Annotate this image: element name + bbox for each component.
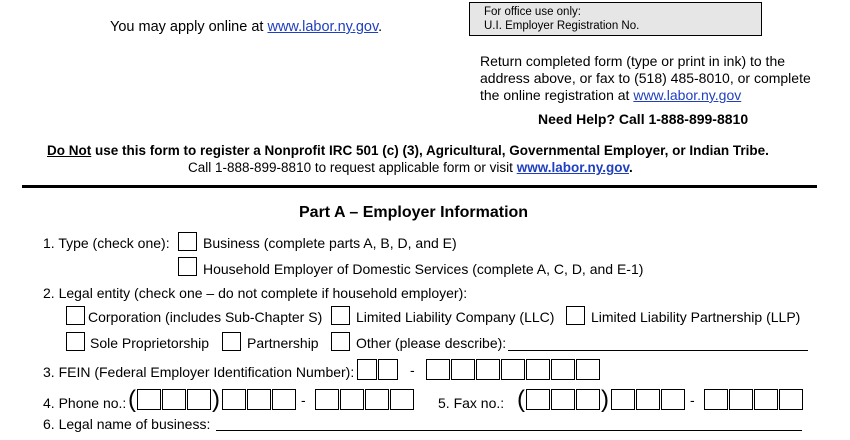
- phone-digit[interactable]: [222, 389, 246, 410]
- q1-business-checkbox[interactable]: [178, 232, 197, 251]
- q2-label: 2. Legal entity (check one – do not complete if household employer):: [43, 285, 468, 301]
- q2-corporation-checkbox[interactable]: [66, 306, 85, 325]
- phone-digit[interactable]: [247, 389, 271, 410]
- return-line-3: [480, 87, 741, 103]
- q1-label: 1. Type (check one):: [43, 235, 170, 251]
- phone-close-paren: ): [212, 386, 220, 413]
- q1-household-checkbox[interactable]: [178, 257, 197, 276]
- fein-digit[interactable]: [551, 359, 575, 380]
- q2-llc-label: Limited Liability Company (LLC): [356, 309, 555, 325]
- notice-line-1-rest: use this form to register a Nonprofit IRC 501 (c) (3), Agricultural, Governmental Employer, or Indian Tribe.: [91, 143, 769, 158]
- phone-digit[interactable]: [365, 389, 389, 410]
- fax-dash: -: [690, 392, 695, 408]
- fax-close-paren: ): [601, 386, 609, 413]
- office-use-box: [469, 2, 762, 36]
- fax-exchange-boxes[interactable]: [611, 389, 686, 410]
- fein-digit[interactable]: [378, 359, 398, 380]
- office-use-title: For office use only:: [484, 6, 581, 18]
- notice-line-2: [188, 160, 633, 175]
- part-a-title: Part A – Employer Information: [299, 204, 529, 221]
- q2-llc-checkbox[interactable]: [331, 306, 350, 325]
- notice-line-2-suffix: .: [628, 160, 633, 175]
- fein-digit[interactable]: [526, 359, 550, 380]
- fax-digit[interactable]: [636, 389, 660, 410]
- apply-suffix: .: [378, 19, 383, 35]
- phone-open-paren: (: [128, 386, 136, 413]
- fein-dash: -: [410, 362, 415, 378]
- office-use-subtitle: U.I. Employer Registration No.: [484, 20, 640, 32]
- q1-business-label: Business (complete parts A, B, D, and E): [203, 235, 457, 251]
- q2-other-checkbox[interactable]: [331, 332, 350, 351]
- q2-sole-label: Sole Proprietorship: [90, 335, 210, 351]
- fein-digit[interactable]: [501, 359, 525, 380]
- fein-digit[interactable]: [476, 359, 500, 380]
- fax-digit[interactable]: [551, 389, 575, 410]
- phone-digit[interactable]: [137, 389, 161, 410]
- fein-prefix-boxes[interactable]: [357, 359, 399, 380]
- section-divider: [22, 185, 817, 188]
- fax-digit[interactable]: [754, 389, 778, 410]
- q3-label: 3. FEIN (Federal Employer Identification Number):: [43, 364, 355, 380]
- phone-digit[interactable]: [272, 389, 296, 410]
- notice-link[interactable]: www.labor.ny.gov: [516, 160, 629, 175]
- q2-other-label: Other (please describe):: [356, 335, 507, 351]
- apply-online-text: [110, 19, 382, 35]
- phone-digit[interactable]: [390, 389, 414, 410]
- fein-digit[interactable]: [576, 359, 600, 380]
- phone-dash: -: [301, 392, 306, 408]
- phone-digit[interactable]: [162, 389, 186, 410]
- phone-exchange-boxes[interactable]: [222, 389, 297, 410]
- fax-area-boxes[interactable]: [526, 389, 601, 410]
- phone-digit[interactable]: [315, 389, 339, 410]
- return-link[interactable]: www.labor.ny.gov: [633, 87, 742, 103]
- fax-digit[interactable]: [576, 389, 600, 410]
- phone-digit[interactable]: [340, 389, 364, 410]
- fein-digit[interactable]: [357, 359, 377, 380]
- fax-digit[interactable]: [661, 389, 685, 410]
- notice-do-not: Do Not: [47, 143, 92, 158]
- apply-link[interactable]: www.labor.ny.gov: [267, 19, 379, 35]
- q6-label: 6. Legal name of business:: [43, 416, 211, 432]
- q5-label: 5. Fax no.:: [438, 395, 505, 411]
- return-line-1: Return completed form (type or print in ink) to the: [480, 53, 786, 69]
- fax-digit[interactable]: [729, 389, 753, 410]
- q4-label: 4. Phone no.:: [43, 395, 127, 411]
- fax-digit[interactable]: [611, 389, 635, 410]
- q2-partnership-label: Partnership: [247, 335, 319, 351]
- notice-line-2-prefix: Call 1-888-899-8810 to request applicable form or visit: [188, 160, 517, 175]
- return-line-2: address above, or fax to (518) 485-8010, or complete: [480, 70, 811, 86]
- q2-llp-checkbox[interactable]: [566, 306, 585, 325]
- q1-household-label: Household Employer of Domestic Services (complete A, C, D, and E-1): [203, 261, 644, 277]
- fax-digit[interactable]: [526, 389, 550, 410]
- notice-line-1: [47, 143, 769, 158]
- fax-open-paren: (: [517, 386, 525, 413]
- fax-line-boxes[interactable]: [704, 389, 804, 410]
- fein-suffix-boxes[interactable]: [426, 359, 601, 380]
- fein-digit[interactable]: [426, 359, 450, 380]
- q2-sole-checkbox[interactable]: [66, 332, 85, 351]
- q2-partnership-checkbox[interactable]: [222, 332, 241, 351]
- q2-corporation-label: Corporation (includes Sub-Chapter S): [88, 309, 323, 325]
- return-line-3-prefix: the online registration at: [480, 87, 634, 103]
- apply-prefix: You may apply online at: [110, 19, 268, 35]
- need-help-text: Need Help? Call 1-888-899-8810: [538, 111, 749, 127]
- legal-name-line[interactable]: [216, 430, 802, 431]
- fein-digit[interactable]: [451, 359, 475, 380]
- q2-llp-label: Limited Liability Partnership (LLP): [591, 309, 801, 325]
- fax-digit[interactable]: [704, 389, 728, 410]
- phone-area-boxes[interactable]: [137, 389, 212, 410]
- fax-digit[interactable]: [779, 389, 803, 410]
- phone-line-boxes[interactable]: [315, 389, 415, 410]
- phone-digit[interactable]: [187, 389, 211, 410]
- q2-other-describe-line[interactable]: [508, 350, 808, 351]
